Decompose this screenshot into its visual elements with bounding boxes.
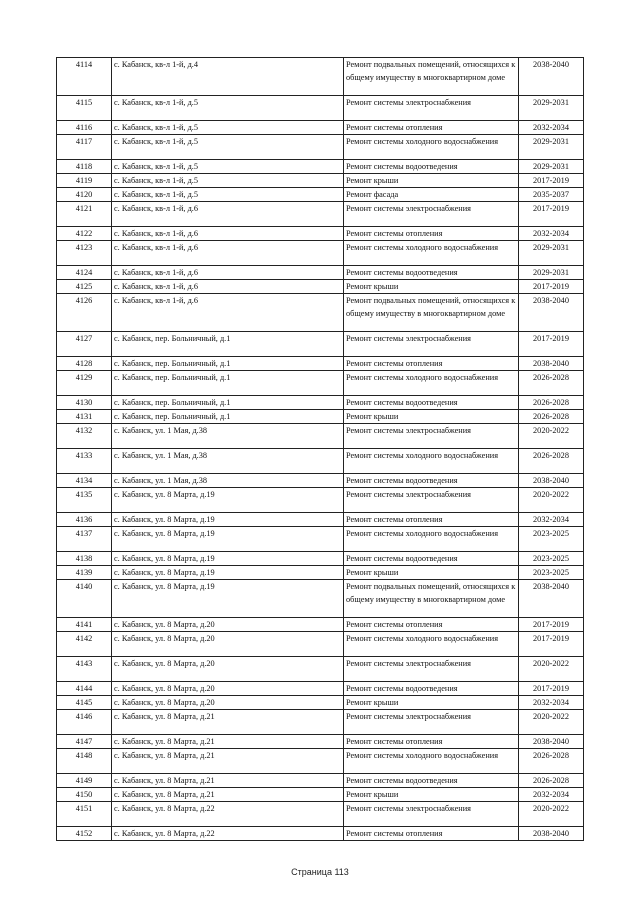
table-row [57, 474, 584, 488]
row-period: 2038-2040 [519, 357, 584, 371]
row-work-type: Ремонт системы водоотведения [344, 160, 519, 174]
row-period: 2032-2034 [519, 227, 584, 241]
page-number: Страница 113 [291, 867, 349, 877]
table-row [57, 449, 584, 474]
row-number: 4135 [57, 488, 112, 513]
row-number: 4136 [57, 513, 112, 527]
table-row [57, 160, 584, 174]
row-number: 4132 [57, 424, 112, 449]
row-number: 4130 [57, 396, 112, 410]
row-period: 2017-2019 [519, 280, 584, 294]
row-address: с. Кабанск, кв-л 1-й, д.6 [112, 227, 344, 241]
row-number: 4144 [57, 682, 112, 696]
row-work-type: Ремонт системы водоотведения [344, 396, 519, 410]
table-row [57, 774, 584, 788]
row-number: 4114 [57, 58, 112, 96]
row-address: с. Кабанск, пер. Больничный, д.1 [112, 357, 344, 371]
row-number: 4131 [57, 410, 112, 424]
row-period: 2026-2028 [519, 449, 584, 474]
row-address: с. Кабанск, ул. 8 Марта, д.20 [112, 682, 344, 696]
table-row [57, 294, 584, 332]
row-number: 4117 [57, 135, 112, 160]
table-row [57, 96, 584, 121]
row-address: с. Кабанск, кв-л 1-й, д.5 [112, 121, 344, 135]
row-address: с. Кабанск, кв-л 1-й, д.5 [112, 188, 344, 202]
row-period: 2017-2019 [519, 618, 584, 632]
table-row [57, 371, 584, 396]
row-work-type: Ремонт системы отопления [344, 513, 519, 527]
row-number: 4123 [57, 241, 112, 266]
row-number: 4138 [57, 552, 112, 566]
row-period: 2032-2034 [519, 696, 584, 710]
row-address: с. Кабанск, кв-л 1-й, д.6 [112, 266, 344, 280]
row-number: 4147 [57, 735, 112, 749]
row-address: с. Кабанск, кв-л 1-й, д.6 [112, 294, 344, 332]
row-address: с. Кабанск, кв-л 1-й, д.6 [112, 202, 344, 227]
row-work-type: Ремонт крыши [344, 280, 519, 294]
row-number: 4141 [57, 618, 112, 632]
row-period: 2026-2028 [519, 371, 584, 396]
row-period: 2038-2040 [519, 294, 584, 332]
row-address: с. Кабанск, ул. 8 Марта, д.20 [112, 657, 344, 682]
table-row [57, 332, 584, 357]
row-period: 2029-2031 [519, 241, 584, 266]
table-row [57, 682, 584, 696]
row-period: 2038-2040 [519, 735, 584, 749]
row-work-type: Ремонт системы электроснабжения [344, 488, 519, 513]
row-period: 2026-2028 [519, 774, 584, 788]
row-work-type: Ремонт подвальных помещений, относящихся к общему имуществу в многоквартирном доме [344, 294, 519, 332]
table-row [57, 552, 584, 566]
row-work-type: Ремонт системы электроснабжения [344, 657, 519, 682]
table-row [57, 280, 584, 294]
row-number: 4120 [57, 188, 112, 202]
row-number: 4146 [57, 710, 112, 735]
row-number: 4119 [57, 174, 112, 188]
table-row [57, 580, 584, 618]
row-period: 2038-2040 [519, 580, 584, 618]
row-address: с. Кабанск, ул. 8 Марта, д.21 [112, 735, 344, 749]
row-work-type: Ремонт системы отопления [344, 827, 519, 841]
row-number: 4139 [57, 566, 112, 580]
row-work-type: Ремонт системы электроснабжения [344, 802, 519, 827]
row-work-type: Ремонт системы электроснабжения [344, 424, 519, 449]
row-address: с. Кабанск, пер. Больничный, д.1 [112, 371, 344, 396]
row-work-type: Ремонт системы электроснабжения [344, 332, 519, 357]
row-address: с. Кабанск, ул. 8 Марта, д.21 [112, 710, 344, 735]
row-address: с. Кабанск, пер. Больничный, д.1 [112, 410, 344, 424]
row-address: с. Кабанск, ул. 8 Марта, д.20 [112, 696, 344, 710]
row-address: с. Кабанск, ул. 8 Марта, д.19 [112, 488, 344, 513]
row-period: 2023-2025 [519, 552, 584, 566]
row-work-type: Ремонт системы холодного водоснабжения [344, 449, 519, 474]
row-address: с. Кабанск, кв-л 1-й, д.5 [112, 174, 344, 188]
row-period: 2038-2040 [519, 58, 584, 96]
row-number: 4128 [57, 357, 112, 371]
row-work-type: Ремонт системы водоотведения [344, 682, 519, 696]
table-row [57, 227, 584, 241]
row-period: 2020-2022 [519, 488, 584, 513]
table-row [57, 749, 584, 774]
row-period: 2038-2040 [519, 474, 584, 488]
table-row [57, 802, 584, 827]
row-period: 2017-2019 [519, 202, 584, 227]
row-number: 4125 [57, 280, 112, 294]
row-period: 2026-2028 [519, 396, 584, 410]
row-address: с. Кабанск, ул. 8 Марта, д.19 [112, 580, 344, 618]
row-address: с. Кабанск, пер. Больничный, д.1 [112, 396, 344, 410]
table-row [57, 58, 584, 96]
row-period: 2026-2028 [519, 410, 584, 424]
row-address: с. Кабанск, кв-л 1-й, д.5 [112, 135, 344, 160]
row-period: 2023-2025 [519, 527, 584, 552]
row-number: 4142 [57, 632, 112, 657]
row-address: с. Кабанск, кв-л 1-й, д.6 [112, 280, 344, 294]
row-period: 2020-2022 [519, 802, 584, 827]
table-row [57, 188, 584, 202]
table-row [57, 566, 584, 580]
row-number: 4127 [57, 332, 112, 357]
row-period: 2029-2031 [519, 96, 584, 121]
row-address: с. Кабанск, ул. 8 Марта, д.21 [112, 788, 344, 802]
row-address: с. Кабанск, ул. 8 Марта, д.20 [112, 632, 344, 657]
row-period: 2020-2022 [519, 657, 584, 682]
row-work-type: Ремонт системы электроснабжения [344, 710, 519, 735]
row-number: 4137 [57, 527, 112, 552]
row-period: 2026-2028 [519, 749, 584, 774]
table-row [57, 527, 584, 552]
row-number: 4143 [57, 657, 112, 682]
row-number: 4134 [57, 474, 112, 488]
table-row [57, 410, 584, 424]
row-period: 2017-2019 [519, 332, 584, 357]
row-work-type: Ремонт системы отопления [344, 357, 519, 371]
row-period: 2029-2031 [519, 266, 584, 280]
row-number: 4116 [57, 121, 112, 135]
row-address: с. Кабанск, кв-л 1-й, д.4 [112, 58, 344, 96]
row-number: 4126 [57, 294, 112, 332]
row-number: 4150 [57, 788, 112, 802]
table-row [57, 657, 584, 682]
table-row [57, 121, 584, 135]
row-work-type: Ремонт системы холодного водоснабжения [344, 135, 519, 160]
row-period: 2020-2022 [519, 710, 584, 735]
table-row [57, 135, 584, 160]
row-address: с. Кабанск, ул. 8 Марта, д.22 [112, 802, 344, 827]
table-row [57, 241, 584, 266]
row-number: 4140 [57, 580, 112, 618]
row-address: с. Кабанск, ул. 8 Марта, д.19 [112, 513, 344, 527]
row-period: 2029-2031 [519, 160, 584, 174]
row-number: 4145 [57, 696, 112, 710]
row-number: 4122 [57, 227, 112, 241]
table-row [57, 174, 584, 188]
row-number: 4149 [57, 774, 112, 788]
row-work-type: Ремонт крыши [344, 566, 519, 580]
table-row [57, 266, 584, 280]
row-address: с. Кабанск, ул. 1 Мая, д.38 [112, 449, 344, 474]
row-address: с. Кабанск, ул. 8 Марта, д.21 [112, 774, 344, 788]
row-number: 4124 [57, 266, 112, 280]
row-period: 2017-2019 [519, 682, 584, 696]
row-address: с. Кабанск, кв-л 1-й, д.5 [112, 96, 344, 121]
table-body [57, 58, 584, 841]
table-row [57, 618, 584, 632]
row-work-type: Ремонт крыши [344, 410, 519, 424]
row-period: 2035-2037 [519, 188, 584, 202]
table-row [57, 788, 584, 802]
row-period: 2038-2040 [519, 827, 584, 841]
row-number: 4115 [57, 96, 112, 121]
table-row [57, 696, 584, 710]
table-row [57, 202, 584, 227]
row-address: с. Кабанск, ул. 8 Марта, д.22 [112, 827, 344, 841]
row-address: с. Кабанск, пер. Больничный, д.1 [112, 332, 344, 357]
row-work-type: Ремонт подвальных помещений, относящихся к общему имуществу в многоквартирном доме [344, 580, 519, 618]
row-work-type: Ремонт системы водоотведения [344, 774, 519, 788]
row-work-type: Ремонт системы водоотведения [344, 266, 519, 280]
table-row [57, 632, 584, 657]
row-period: 2017-2019 [519, 632, 584, 657]
table-row [57, 396, 584, 410]
row-period: 2032-2034 [519, 121, 584, 135]
row-work-type: Ремонт подвальных помещений, относящихся к общему имуществу в многоквартирном доме [344, 58, 519, 96]
row-number: 4151 [57, 802, 112, 827]
table-row [57, 357, 584, 371]
row-period: 2023-2025 [519, 566, 584, 580]
row-number: 4118 [57, 160, 112, 174]
row-work-type: Ремонт системы отопления [344, 618, 519, 632]
row-address: с. Кабанск, ул. 1 Мая, д.38 [112, 474, 344, 488]
row-work-type: Ремонт системы отопления [344, 735, 519, 749]
row-work-type: Ремонт системы холодного водоснабжения [344, 241, 519, 266]
row-number: 4129 [57, 371, 112, 396]
table-row [57, 710, 584, 735]
row-work-type: Ремонт системы электроснабжения [344, 96, 519, 121]
row-number: 4121 [57, 202, 112, 227]
row-address: с. Кабанск, ул. 8 Марта, д.19 [112, 552, 344, 566]
row-work-type: Ремонт системы отопления [344, 227, 519, 241]
row-work-type: Ремонт системы холодного водоснабжения [344, 527, 519, 552]
row-work-type: Ремонт системы холодного водоснабжения [344, 749, 519, 774]
row-work-type: Ремонт крыши [344, 696, 519, 710]
row-work-type: Ремонт системы холодного водоснабжения [344, 371, 519, 396]
row-work-type: Ремонт системы водоотведения [344, 474, 519, 488]
row-number: 4148 [57, 749, 112, 774]
row-work-type: Ремонт крыши [344, 788, 519, 802]
table-row [57, 513, 584, 527]
row-work-type: Ремонт фасада [344, 188, 519, 202]
row-work-type: Ремонт системы водоотведения [344, 552, 519, 566]
row-address: с. Кабанск, ул. 8 Марта, д.19 [112, 566, 344, 580]
row-period: 2020-2022 [519, 424, 584, 449]
table-row [57, 488, 584, 513]
row-address: с. Кабанск, ул. 1 Мая, д.38 [112, 424, 344, 449]
row-work-type: Ремонт системы электроснабжения [344, 202, 519, 227]
repair-schedule-table [56, 57, 584, 841]
table-row [57, 827, 584, 841]
row-address: с. Кабанск, кв-л 1-й, д.5 [112, 160, 344, 174]
row-address: с. Кабанск, ул. 8 Марта, д.19 [112, 527, 344, 552]
row-period: 2029-2031 [519, 135, 584, 160]
row-number: 4152 [57, 827, 112, 841]
table-row [57, 735, 584, 749]
row-work-type: Ремонт системы отопления [344, 121, 519, 135]
row-number: 4133 [57, 449, 112, 474]
row-address: с. Кабанск, ул. 8 Марта, д.21 [112, 749, 344, 774]
row-address: с. Кабанск, кв-л 1-й, д.6 [112, 241, 344, 266]
row-period: 2017-2019 [519, 174, 584, 188]
row-period: 2032-2034 [519, 788, 584, 802]
table-row [57, 424, 584, 449]
row-work-type: Ремонт крыши [344, 174, 519, 188]
row-address: с. Кабанск, ул. 8 Марта, д.20 [112, 618, 344, 632]
row-period: 2032-2034 [519, 513, 584, 527]
row-work-type: Ремонт системы холодного водоснабжения [344, 632, 519, 657]
